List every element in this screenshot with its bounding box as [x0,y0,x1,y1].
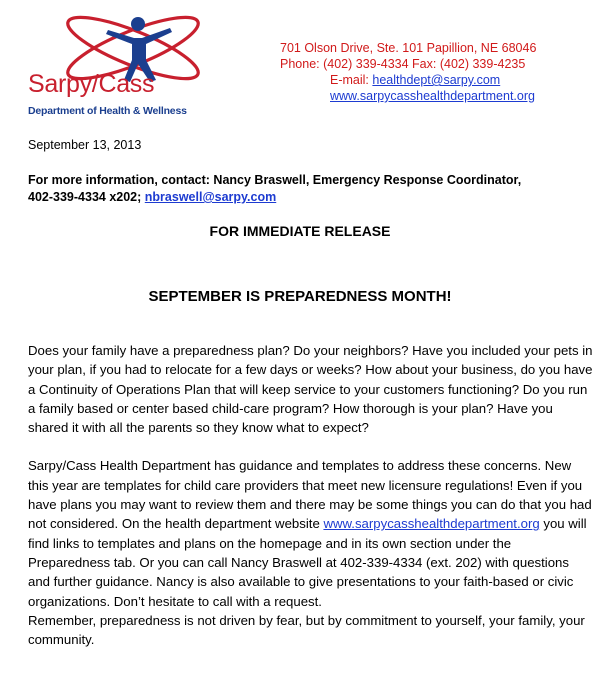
street-address: 701 Olson Drive, Ste. 101 Papillion, NE 68046 [280,41,537,55]
contact-email-link[interactable]: nbraswell@sarpy.com [144,190,277,204]
paragraph-2-end: you will find links to templates and plans on the homepage and in its own section under the Preparedness tab. Or you can call Nancy Braswell at 402-339-4334 (ext. 202) with questions and further guidance. Nancy is also available to give presentations to your faith-based or civic organizations. Don’t hesitate to call with a request. [28,516,587,609]
headline: SEPTEMBER IS PREPAREDNESS MONTH! [148,288,452,305]
phone-fax: Phone: (402) 339-4334 Fax: (402) 339-4235 [280,57,526,71]
release-label: FOR IMMEDIATE RELEASE [209,223,391,239]
logo-tagline: Department of Health & Wellness [28,105,187,117]
paragraph-3: Remember, preparedness is not driven by fear, but by commitment to yourself, your family, your community. [28,612,585,648]
logo-name: Sarpy/Cass [28,70,155,98]
email-link[interactable]: healthdept@sarpy.com [372,73,501,87]
paragraph-2-start: Sarpy/Cass Health Department has guidance and templates to address these concerns. New this year are templates for child care providers that meet new licensure regulations! Even if you have plans you may want to review them and there may be some things you can do that you had not considered. On the health department website [28,458,592,532]
paragraph-1: Does your family have a preparedness plan? Do your neighbors? Have you included your pets in your plan, if you had to relocate for a few days or weeks? How about your business, do you have a Continuity of Operations Plan that will keep service to your customers functioning? Do you run a family based or center based child-care program? How thorough is your plan? Have you shared it with all the parents so they know what to expect? [28,343,593,436]
release-date: September 13, 2013 [28,138,142,152]
email-line [280,72,595,88]
paragraph-2 [28,456,594,610]
website-line [280,88,595,104]
letterhead-address-block [280,40,595,104]
body-text [28,341,594,649]
email-label: E-mail: [330,73,369,87]
logo-figure-head [131,17,145,31]
website-link[interactable]: www.sarpycasshealthdepartment.org [330,89,535,103]
contact-info [28,172,548,206]
body-website-link[interactable]: www.sarpycasshealthdepartment.org [323,516,540,532]
contact-text: For more information, contact: Nancy Braswell, Emergency Response Coordinator, 402-339-4334 x202; [28,173,522,204]
